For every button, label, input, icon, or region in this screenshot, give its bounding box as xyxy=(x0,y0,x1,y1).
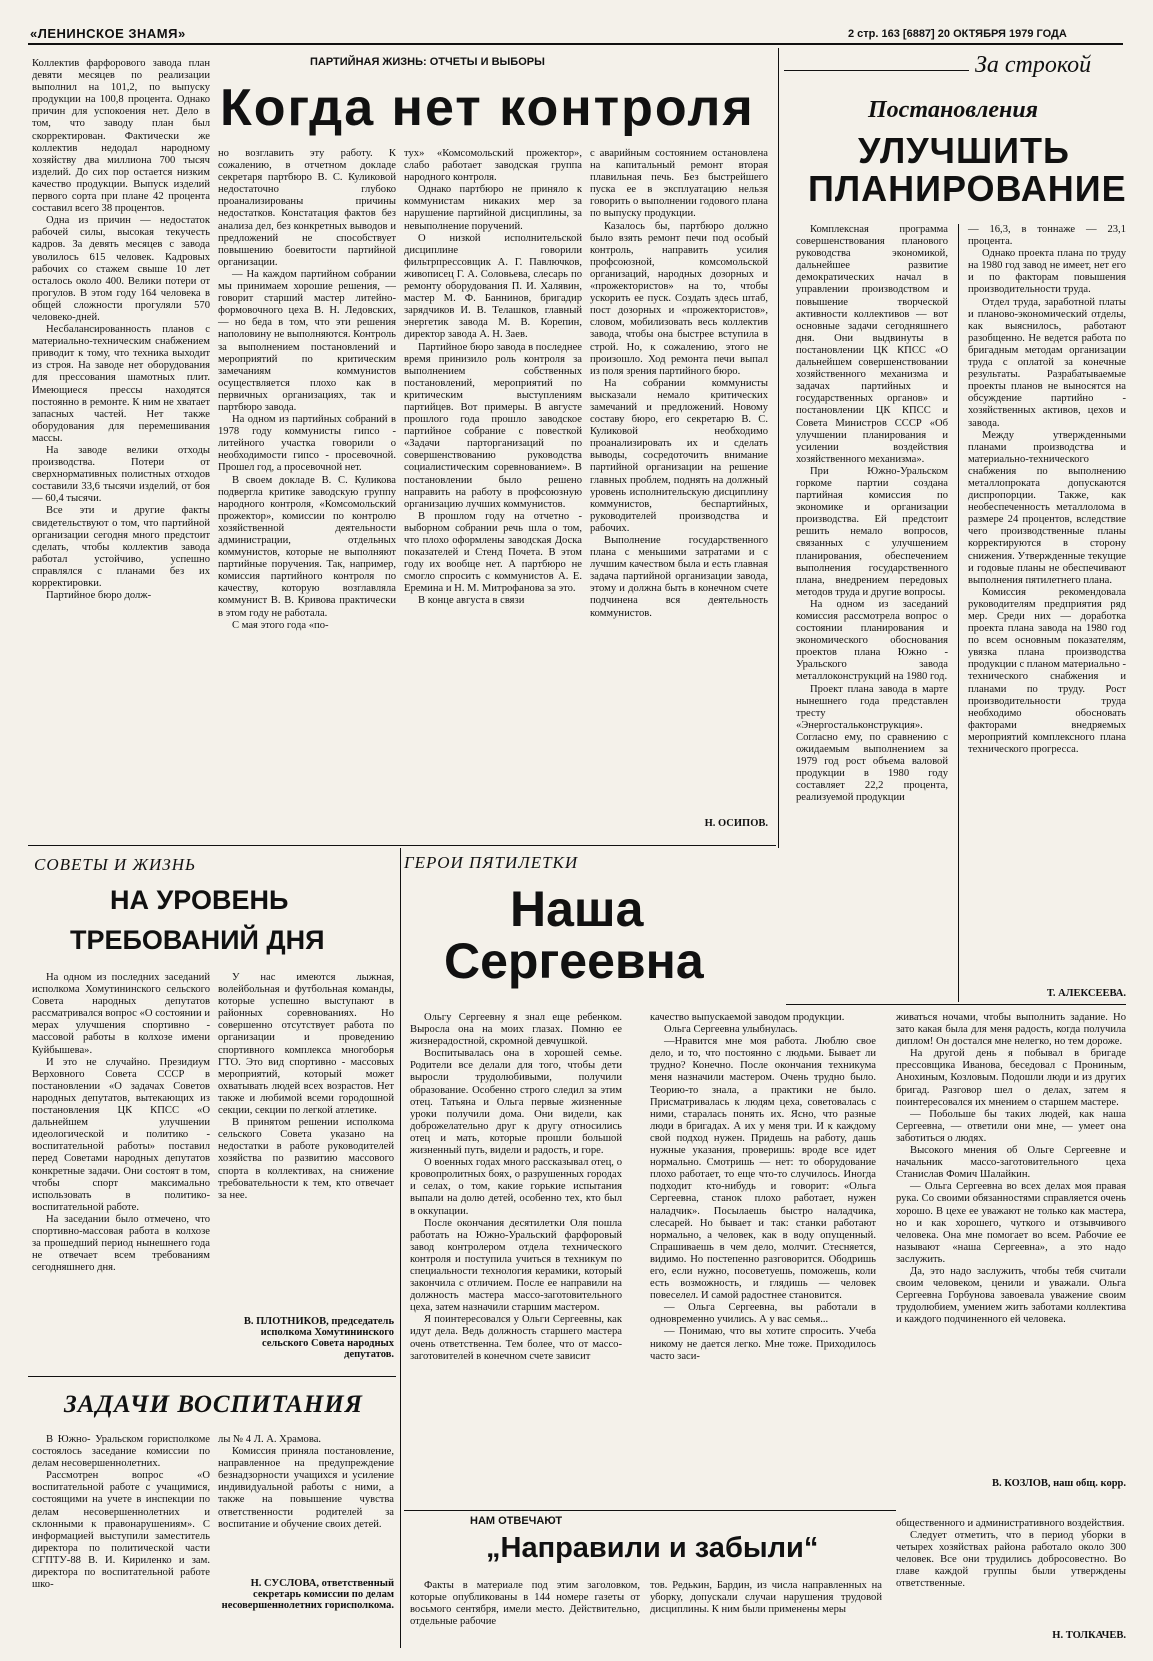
paragraph: На одном из последних заседаний исполкома Хомутининского сельского Совета народных депутатов рассматривался вопрос «О состоянии и мерах улучшения спортивно - массовой работы в колхозе имени Куйбышева». xyxy=(32,972,210,1056)
paragraph: Казалось бы, партбюро должно было взять ремонт печи под особый контроль, направить усилия профсоюзной, комсомольской организаций, народных дозорных и «прожектористов» на то, чтобы ускорить ее пуск. Создать здесь штаб, пост дозорных и «прожектористов», словом, мобилизовать весь коллектив завода, чтобы она быстрее вступила в строй. Но, к сожалению, этого не произошло. Ход ремонта печи выпал из поля зрения партийного бюро. xyxy=(590,220,768,377)
article1-bottom-rule xyxy=(28,845,776,846)
paragraph: Проект плана завода в марте нынешнего года представлен тресту «Энергостальконструкция». Согласно ему, по сравнению с ожидаемым выполнением за 1979 год рост объема валовой продукции в 1980 году составляет 22,2 процента, реализуемой продукции xyxy=(796,683,948,804)
article3-signature: В. ПЛОТНИКОВ, председатель исполкома Хомутининского сельского Совета народных депутатов. xyxy=(243,1316,394,1360)
paragraph: Комиссия рекомендовала руководителям предприятия ряд мер. Среди них — доработка проекта плана завода на 1980 год по всем основным показателям, увязка плана производства продукции с планом материально - технического снабжения и планами по труду. Рост производительности труда необходимо обосновать факторами внедряемых мероприятий комплексного плана технического прогресса. xyxy=(968,586,1126,756)
paragraph: При Южно-Уральском горкоме партии создана партийная комиссия по экономике и организации производства. Ей предстоит решить немало вопросов, связанных с улучшением планирования, обеспечением выполнения государственного плана, внедрением передовых методов труда и другие вопросы. xyxy=(796,465,948,598)
paragraph: — 16,3, в тоннаже — 23,1 процента. xyxy=(968,224,1126,248)
paragraph: Комплексная программа совершенствования планового руководства экономикой, дальнейшее развитие демократических начал в управлении производством и повышение творческой активности коллективов — вот основные задачи сегодняшнего дня. Они выдвинуты в постановлении ЦК КПСС «О дальнейшем совершенствовании хозяйственного механизма и задачах партийных и государственных органов» и постановлении ЦК КПСС и Совета Министров СССР «Об улучшении планирования и усилении воздействия хозяйственного механизма». xyxy=(796,224,948,465)
article4-col1 xyxy=(32,1434,210,1591)
article5-rubric: ГЕРОИ ПЯТИЛЕТКИ xyxy=(404,853,579,872)
article2-bottom-rule xyxy=(786,1004,1126,1005)
paragraph: В принятом решении исполкома сельского Совета указано на недостатки в работе руководителей хозяйства по развитию массового спорта в коллективах, на снижение требовательности к тем, кто отвечает за нее. xyxy=(218,1117,394,1201)
article5-title-line2: Сергеевна xyxy=(444,933,704,989)
paragraph: Партийное бюро долж- xyxy=(46,590,152,602)
paragraph: На одном из заседаний комиссия рассмотрела вопрос о состоянии планирования и экономического обоснования проектов плана Южно - Уральского завода металлоконструкций на 1980 год. xyxy=(796,598,948,683)
paragraph: На заседании было отмечено, что спортивно-массовая работа в колхозе за прошедший период нынешнего года не отвечает всем требованиям сегодняшнего дня. xyxy=(32,1213,210,1274)
paragraph: Несбалансированность планов с материально-техническим снабжением приводит к тому, что техника выходит из строя. На заводе нет оборудования для прессования шамотных плит. Имеющиеся прессы находятся постоянно в ремонте. К ним не хватает запасных частей. Нет также оборудования для перемешивания массы. xyxy=(32,324,210,444)
article6-title: „Направили и забыли“ xyxy=(486,1532,819,1564)
paragraph: Я поинтересовался у Ольги Сергеевны, как идут дела. Ведь должность старшего мастера очень ответственна. Тем более, что от массо-заготовителей в конечном счете зависит xyxy=(410,1314,622,1362)
article2-kicker: Постановления xyxy=(868,97,1039,123)
article2-divider xyxy=(958,224,959,1002)
article4-col2 xyxy=(218,1434,394,1531)
paragraph: лы № 4 Л. А. Храмова. xyxy=(218,1434,322,1445)
paragraph: Выполнение государственного плана с меньшими затратами и с лучшим качеством была и есть главная задача партийной организации завода, этому и должна быть в конечном счете подчинена вся деятельность коммунистов. xyxy=(590,535,768,619)
article5-col3 xyxy=(896,1012,1126,1326)
paragraph: Высокого мнения об Ольге Сергеевне и начальник массо-заготовительного цеха Станислав Фомич Шалайкин. xyxy=(896,1145,1126,1181)
paragraph: В конце августа в связи xyxy=(418,595,525,607)
paragraph: — Ольга Сергеевна, вы работали в одновременно учились. А у вас семья... xyxy=(650,1302,876,1326)
article3-rubric: СОВЕТЫ И ЖИЗНЬ xyxy=(34,855,197,874)
paragraph: И это не случайно. Президиум Верховного Совета СССР в постановлении «О задачах Советов народных депутатов, вытекающих из постановления ЦК КПСС «О дальнейшем улучшении идеологической и политико - воспитательной работы» поставил перед Советами народных депутатов конкретные задачи. Они состоят в том, чтобы спорт максимально использовать в политико-воспитательной работе. xyxy=(32,1056,210,1213)
article2-rubric-rule xyxy=(784,70,969,71)
paragraph: — Побольше бы таких людей, как наша Сергеевна, — ответили они мне, — умеет она заботиться о людях. xyxy=(896,1108,1126,1144)
paragraph: На одном из партийных собраний в 1978 году коммунисты гипсо - литейного участка говорили о необходимости гипсо - просевочной. Прошел год, а просевочной нет. xyxy=(218,414,396,474)
paragraph: О низкой исполнительской дисциплине говорили фильтрпрессовщик А. Г. Павлючков, живописец Г. А. Соловьева, слесарь по ремонту оборудования П. И. Халявин, мастер М. Ф. Баннинов, бригадир зарядчиков И. В. Телашков, главный энергетик завода М. В. Корепин, директор завода А. Н. Заев. xyxy=(404,232,582,341)
article2-signature: Т. АЛЕКСЕЕВА. xyxy=(1046,988,1126,999)
article1-col1 xyxy=(32,58,210,602)
paragraph: качество выпускаемой заводом продукции. xyxy=(650,1012,845,1023)
article2-title-line1: УЛУЧШИТЬ xyxy=(858,130,1070,171)
paragraph: В прошлом году на отчетно - выборном собрании речь шла о том, что плохо оформлены заводская Доска показателей и Стенд Почета. В этом году их вообще нет. А партбюро не смогло спросить с коммунистов А. Е. Еремина и Н. М. Митрофанова за это. xyxy=(404,510,582,595)
article3-title-line2: ТРЕБОВАНИЙ ДНЯ xyxy=(70,925,325,955)
paragraph: Комиссия приняла постановление, направленное на предупреждение безнадзорности учащихся и усиление индивидуальной работы с ними, а также на повышение чувства ответственности родителей за воспитание и обучение своих детей. xyxy=(218,1446,394,1530)
paragraph: тов. Редькин, Бардин, из числа направленных на уборку, допускали случаи нарушения трудовой дисциплины. К ним были применены меры xyxy=(650,1580,882,1616)
paragraph: У нас имеются лыжная, волейбольная и футбольная команды, которые успешно выступают в районных соревнованиях. Но совершенно отсутствует работа по организации и проведению спортивного комплекса многоборья ГТО. Это вид спортивно - массовых мероприятий, который может охватывать людей всех возрастов. Нет также и любимой всеми городошной секции, секции по легкой атлетике. xyxy=(218,972,394,1117)
paragraph: Между утвержденными планами производства и материально-технического снабжения по выполнению металлопроката допускаются диспропорции. Также, как необеспеченность металлолома в размере 24 процентов, вследствие чего производственные планы корректируются в сторону снижения. Утвержденные текущие и годовые планы не обеспечивают выполнения пятилетнего плана. xyxy=(968,429,1126,586)
paragraph: С мая этого года «по- xyxy=(232,619,329,631)
article1-col2 xyxy=(218,148,396,632)
paragraph: Факты в материале под этим заголовком, которые опубликованы в 144 номере газеты от восьмого сентября, имели место. Действительно, отдельные рабочие xyxy=(410,1580,640,1628)
paragraph: Отдел труда, заработной платы и планово-экономический отделы, как выяснилось, работают разобщенно. Не ведется работа по бригадным методам организации труда с оплатой за конечные результаты. Разрабатываемые проекты планов не выносятся на обсуждение партийно - хозяйственных активов, цехов и завода. xyxy=(968,296,1126,429)
masthead-left: «ЛЕНИНСКОЕ ЗНАМЯ» xyxy=(30,26,186,41)
article3-col1 xyxy=(32,972,210,1274)
paragraph: На другой день я побывал в бригаде прессовщика Иванова, беседовал с Прониным, Анохиным, Козловым. Подошли люди и из других бригад. Разговор шел о делах, затем я поинтересовался их мнением о старшем мастере. xyxy=(896,1048,1126,1108)
paragraph: — На каждом партийном собрании мы принимаем хорошие решения, — говорит старший мастер литейно-формовочного цеха В. Н. Ледовских, — но беда в том, что эти решения наполовину не выполняются. Контроль за выполнением постановлений и мероприятий по критическим замечаниям коммунистов осуществляется плохо как в первичных организациях, так и партбюро завода. xyxy=(218,268,396,413)
paragraph: — Понимаю, что вы хотите спросить. Учеба никому не дается легко. Мне тоже. Приходилось часто заси- xyxy=(650,1326,876,1362)
paragraph: О военных годах много рассказывал отец, о кровопролитных боях, о разрушенных городах и селах, о том, какие горькие испытания выпали на долю детей, особенно тех, кто был в оккупации. xyxy=(410,1157,622,1217)
paragraph: Однако проекта плана по труду на 1980 год завод не имеет, нет его и по факторам повышения производительности труда. xyxy=(968,248,1126,296)
paragraph: Ольга Сергеевна улыбнулась. xyxy=(664,1024,798,1036)
article5-title-line1: Наша xyxy=(510,881,644,937)
paragraph: тух» «Комсомольский прожектор», слабо работает заводская группа народного контроля. xyxy=(404,148,582,184)
masthead-rule xyxy=(28,43,1123,45)
paragraph: Рассмотрен вопрос «О воспитательной работе с учащимися, состоящими на учете в инспекции по делам несовершеннолетних и склонными к правонарушениям». С информацией выступили заместитель директора по политической части СГПТУ-88 В. И. Кириленко и зам. директора по воспитательной работе шко- xyxy=(32,1470,210,1591)
paragraph: —Нравится мне моя работа. Люблю свое дело, и то, что постоянно с людьми. Бывает ли трудно? Конечно. После окончания техникума меня назначили мастером. Очень трудно было. Теорию-то знала, а практики не было. Присматривалась к людям цеха, советовалась с ними, старалась понять их. Ясно, что разные люди в бригадах. А их у меня три. И к каждому свой подход нужен. Придешь на работу, дашь нужные указания, проверишь: вроде все идет нормально. Смотришь — нет: то оборудование плохо работает, то еще что-то случилось. Иногда подходит кто-нибудь и говорит: «Ольга Сергеевна, станок плохо работает, нужен наладчик». Посылаешь быстро наладчика, слесарей. Но бывает и так: станки работают нормально, а человек, как в воду опущенный. Спрашиваешь в чем дело, молчит. Стесняется, видимо. Но постепенно разговорится. Ободришь его, если нужно, посоветуешь, поможешь, коли есть возможность, и глядишь — человек повеселел. И самой радостнее становится. xyxy=(650,1036,876,1302)
article6-col1 xyxy=(410,1580,640,1628)
article1-rubric: ПАРТИЙНАЯ ЖИЗНЬ: ОТЧЕТЫ И ВЫБОРЫ xyxy=(310,56,545,68)
article1-title: Когда нет контроля xyxy=(220,79,755,137)
paragraph: На собрании коммунисты высказали немало критических замечаний и предложений. Новому составу бюро, его секретарю В. С. Куликовой необходимо проанализировать их и сделать выводы, сосредоточить внимание партийной организации на решение главных проблем, поднять на должный уровень исполнительскую дисциплину коммунистов, беспартийных, руководителей производства и рабочих. xyxy=(590,377,768,534)
article5-bottom-rule xyxy=(404,1510,896,1511)
paragraph: На заводе велики отходы производства. Потери от сверхнормативных полистных отходов составили 33,6 тысячи изделий, от боя — 60,4 тысячи. xyxy=(32,445,210,505)
article5-col2 xyxy=(650,1012,876,1363)
masthead-right: 2 стр. 163 [6887] 20 ОКТЯБРЯ 1979 ГОДА xyxy=(848,28,1067,40)
left-block-rule xyxy=(400,848,401,1648)
paragraph: В своем докладе В. С. Куликова подвергла критике заводскую группу народного контроля, «Комсомольский прожектор», комиссии по контролю хозяйственной деятельности администрации, отдельных коммунистов, которые не выполняют партийные поручения. Так, например, комиссия партийного контроля по качеству, которую возглавляла коммунист В. В. Кривова практически в этом году не работала. xyxy=(218,474,396,619)
paragraph: но возглавить эту работу. К сожалению, в отчетном докладе секретаря партбюро В. С. Куликовой недостаточно глубоко проанализированы причины недостатков. Констатация фактов без анализа дел, без конкретных выводов и предложений не способствует повышению боевитости партийной организации. xyxy=(218,148,396,268)
article2-col1 xyxy=(796,224,948,805)
article6-signature: Н. ТОЛКАЧЕВ. xyxy=(1052,1630,1126,1641)
paragraph: Следует отметить, что в период уборки в четырех хозяйствах района работало около 300 человек. Все они трудились добросовестно. Во главе каждой группы были утверждены ответственные. xyxy=(896,1530,1126,1590)
article5-signature: В. КОЗЛОВ, наш общ. корр. xyxy=(992,1478,1126,1489)
paragraph: Воспитывалась она в хорошей семье. Родители все делали для того, чтобы дети выросли трудолюбивыми, получили образование. Особенно строго следил за этим отец. Татьяна и Ольга первые жизненные уроки получили дома. Они видели, как доброжелательно друг к другу относились отец и мать, которые прошли большой жизненный путь, видели и радость, и горе. xyxy=(410,1048,622,1157)
paragraph: Партийное бюро завода в последнее время принизило роль контроля за выполнением собственных постановлений, мероприятий по критическим выступлениям партийцев. Вот примеры. В августе прошлого года прошло заводское партийное собрание с повесткой «Задачи парторганизаций по совершенствованию руководства социалистическим соревнованием». В постановлении было решено направить на работу в профсоюзную организацию лучших коммунистов. xyxy=(404,341,582,510)
article1-col4 xyxy=(590,148,768,620)
paragraph: Да, это надо заслужить, чтобы тебя считали своим человеком, ценили и уважали. Ольга Сергеевна Горбунова завоевала уважение своим трудолюбием, умением жить заботами коллектива и каждого подчиненного ей человека. xyxy=(896,1265,1126,1326)
article5-col1 xyxy=(410,1012,622,1363)
article4-title: ЗАДАЧИ ВОСПИТАНИЯ xyxy=(64,1391,363,1418)
paragraph: общественного и административного воздействия. xyxy=(896,1518,1125,1529)
article1-right-rule xyxy=(778,48,779,848)
paragraph: После окончания десятилетки Оля пошла работать на Южно-Уральский фарфоровый завод контролером отдела технического контроля и поступила учиться в техникум по специальности технология керамики, который закончила с отличием. После ее направили на должность мастера массо-заготовительного цеха, затем назначили старшим мастером. xyxy=(410,1217,622,1314)
paragraph: Ольгу Сергеевну я знал еще ребенком. Выросла она на моих глазах. Помню ее жизнерадостной, скромной девчушкой. xyxy=(410,1012,622,1048)
paragraph: — Ольга Сергеевна во всех делах моя правая рука. Со своими обязанностями справляется очень хорошо. В цехе ее уважают не только как мастера, но и как хорошего, чуткого и отзывчивого человека. Она мне помогает во всем. Рабочие ее называют «наша Сергеевна», а это надо заслужить. xyxy=(896,1181,1126,1265)
article2-col2 xyxy=(968,224,1126,756)
article2-rubric: За строкой xyxy=(975,52,1092,78)
article4-signature: Н. СУСЛОВА, ответственный секретарь комиссии по делам несовершеннолетних горисполкома. xyxy=(221,1578,394,1611)
article3-col2 xyxy=(218,972,394,1202)
article3-bottom-rule xyxy=(28,1376,396,1377)
paragraph: Коллектив фарфорового завода план девяти месяцев по реализации выполнил на 101,2, по выпуску продукции на 100,8 процента. Однако причин для успокоения нет. Дело в том, что заводу план был скорректирован. Фактически же коллектив недодал народному хозяйству два миллиона 700 тысяч изделий. До сих пор остается низким качество продукции. Выпуск изделий первого сорта при плане 42 процента составил всего 38 процентов. xyxy=(32,58,210,215)
paragraph: с аварийным состоянием остановлена на капитальный ремонт вторая плавильная печь. Без быстрейшего пуска ее в эксплуатацию нельзя говорить о выполнении годового плана по выпуску продукции. xyxy=(590,148,768,220)
article3-title-line1: НА УРОВЕНЬ xyxy=(110,885,289,915)
paragraph: Все эти и другие факты свидетельствуют о том, что партийной организации сегодня много предстоит сделать, чтобы коллектив завода работал устойчиво, успешно справлялся с планами без их корректировки. xyxy=(32,505,210,590)
paragraph: Одна из причин — недостаток рабочей силы, высокая текучесть кадров. За девять месяцев с завода уволилось 615 человек. Кадровых рабочих со стажем свыше 10 лет осталось около 400. Велики потери от прогулов. В этом году 164 человека в общей сложности прогуляли 570 человеко-дней. xyxy=(32,215,210,323)
paragraph: живаться ночами, чтобы выполнить задание. Но зато какая была для меня радость, когда получила диплом! Он достался мне нелегко, но тем дороже. xyxy=(896,1012,1126,1048)
article6-col3 xyxy=(896,1518,1126,1591)
article6-rubric: НАМ ОТВЕЧАЮТ xyxy=(470,1515,563,1527)
article6-col2 xyxy=(650,1580,882,1616)
paragraph: Однако партбюро не приняло к коммунистам никаких мер за нарушение партийной дисциплины, за невыполнение поручений. xyxy=(404,184,582,232)
article2-title-line2: ПЛАНИРОВАНИЕ xyxy=(808,168,1127,209)
paragraph: В Южно- Уральском горисполкоме состоялось заседание комиссии по делам несовершеннолетних. xyxy=(32,1434,210,1470)
article1-signature: Н. ОСИПОВ. xyxy=(704,818,768,829)
article1-col3 xyxy=(404,148,582,608)
